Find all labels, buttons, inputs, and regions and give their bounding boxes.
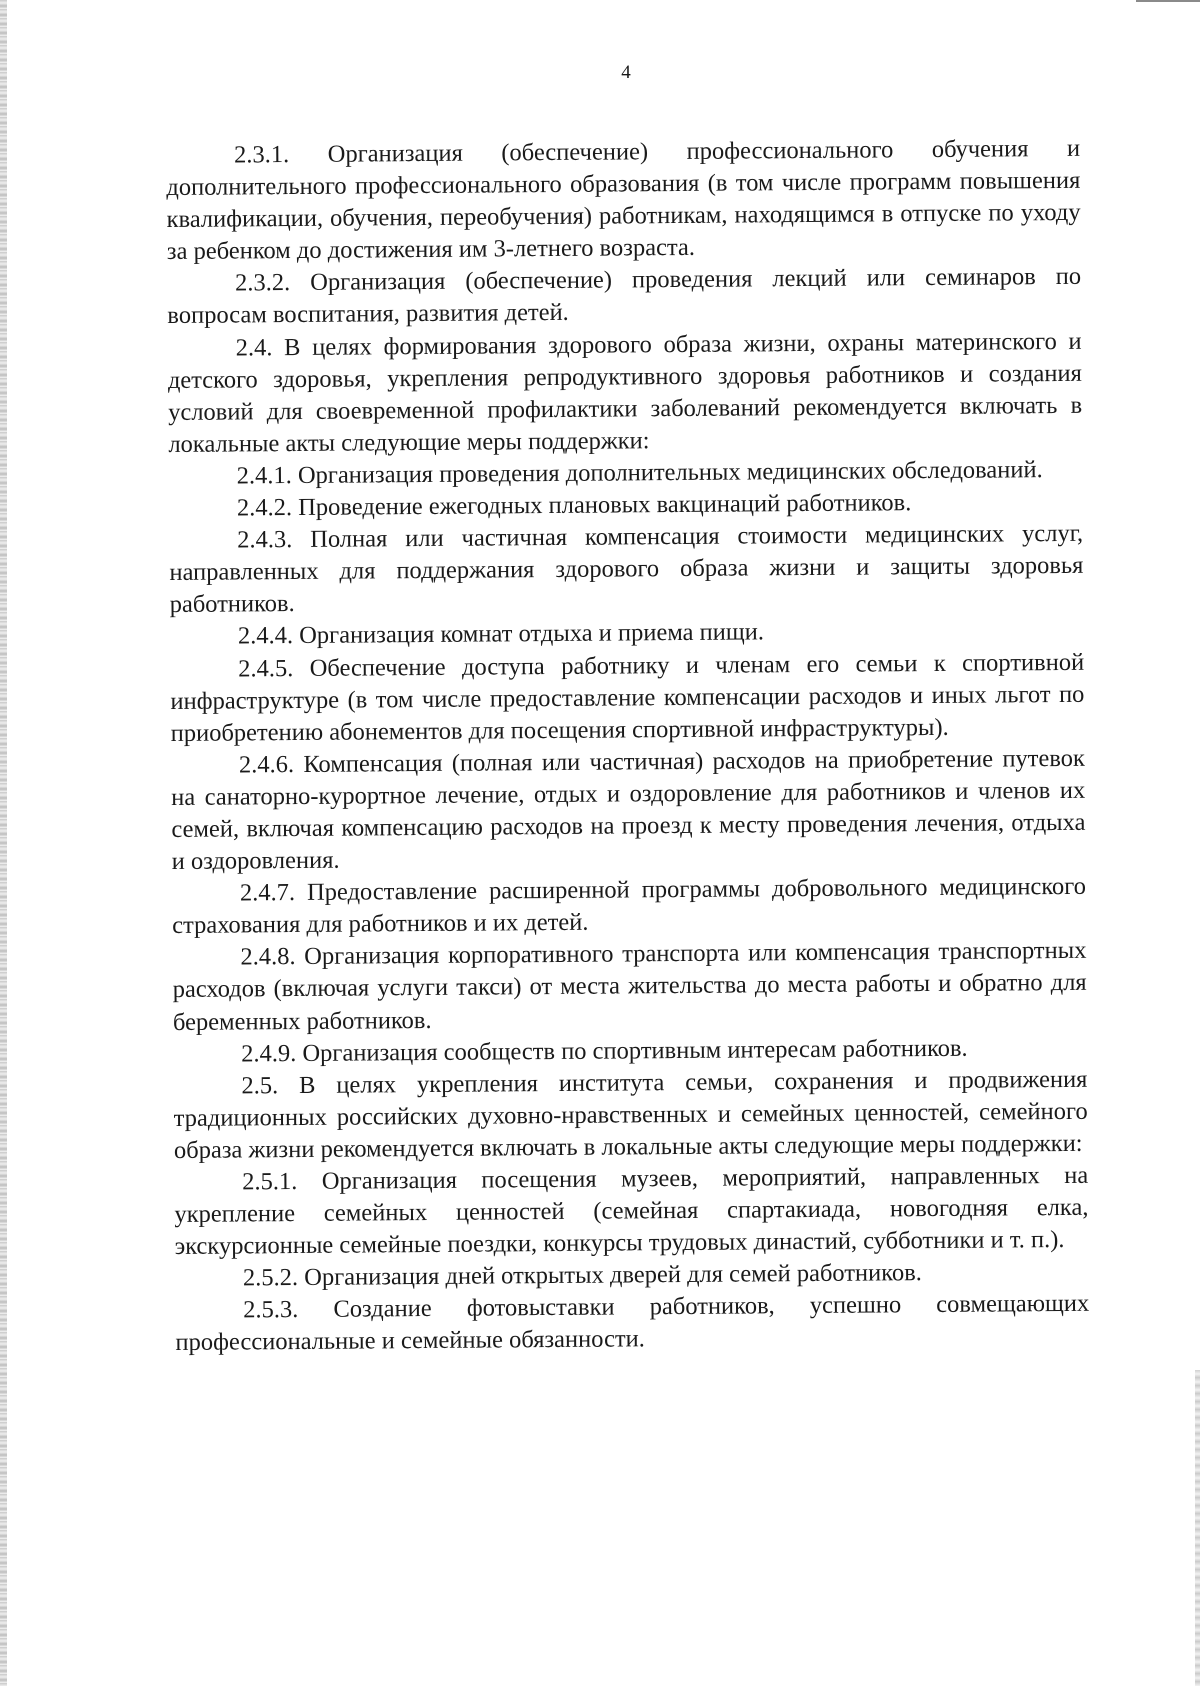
scan-edge-right [1195, 1370, 1200, 1686]
paragraph-2-3-2: 2.3.2. Организация (обеспечение) проведения лекций или семинаров по вопросам воспитания, развития детей. [167, 263, 1082, 330]
page-number: 4 [621, 62, 631, 83]
paragraph-2-4-4: 2.4.4. Организация комнат отдыха и приема пищи. [237, 618, 765, 650]
paragraph-2-5-2: 2.5.2. Организация дней открытых дверей для семей работников. [242, 1259, 922, 1292]
paragraph-2-5: 2.5. В целях укрепления института семьи, сохранения и продвижения традиционных российских духовно-нравственных и семейных ценностей, семейного образа жизни рекомендуется включать в локальные акты следующие меры поддержки: [173, 1065, 1088, 1164]
document-body [166, 133, 1090, 1360]
paragraph-2-3-1: 2.3.1. Организация (обеспечение) профессионального обучения и дополнительного профессионального образования (в том числе программ повышения квалификации, обучения, переобучения) работникам, находящимся в отпуске по уходу за ребенком до достижения им 3-летнего возраста. [166, 134, 1081, 266]
scan-edge-left [0, 0, 7, 1686]
scan-line-top [1136, 0, 1200, 2]
paragraph-2-4-2: 2.4.2. Проведение ежегодных плановых вакцинаций работников. [236, 489, 912, 522]
paragraph-2-5-1: 2.5.1. Организация посещения музеев, мероприятий, направленных на укрепление семейных ценностей (семейная спартакиада, новогодняя елка, экскурсионные семейные поездки, конкурсы трудовых династий, субботники и т. п.). [174, 1161, 1089, 1261]
paragraph-2-4-1: 2.4.1. Организация проведения дополнительных медицинских обследований. [236, 456, 1043, 490]
paragraph-2-4-6: 2.4.6. Компенсация (полная или частичная) расходов на приобретение путевок на санаторно-курортное лечение, отдых и оздоровление для работников и членов их семей, включая компенсацию расходов на проезд к месту проведения лечения, отдыха и оздоровления. [171, 744, 1086, 876]
paragraph-2-4-8: 2.4.8. Организация корпоративного транспорта или компенсация транспортных расходов (включая услуги такси) от места жительства до места работы и обратно для беременных работников. [172, 937, 1087, 1036]
paragraph-2-4: 2.4. В целях формирования здорового образа жизни, охраны материнского и детского здоровья, укрепления репродуктивного здоровья работников и создания условий для своевременной профилактики заболеваний рекомендуется включать в локальные акты следующие меры поддержки: [167, 327, 1083, 458]
paragraph-2-4-5: 2.4.5. Обеспечение доступа работнику и членам его семьи к спортивной инфраструктуре (в том числе предоставление компенсации расходов и иных льгот по приобретению абонементов для посещения спортивной инфраструктуры). [170, 648, 1085, 747]
paragraph-2-4-7: 2.4.7. Предоставление расширенной программы добровольного медицинского страхования для работников и их детей. [172, 872, 1086, 940]
paragraph-2-4-3: 2.4.3. Полная или частичная компенсация стоимости медицинских услуг, направленных для поддержания здорового образа жизни и защиты здоровья работников. [169, 519, 1084, 619]
paragraph-2-4-9: 2.4.9. Организация сообществ по спортивным интересам работников. [241, 1034, 968, 1068]
paragraph-2-5-3: 2.5.3. Создание фотовыставки работников, успешно совмещающих профессиональные и семейные обязанности. [175, 1290, 1090, 1357]
